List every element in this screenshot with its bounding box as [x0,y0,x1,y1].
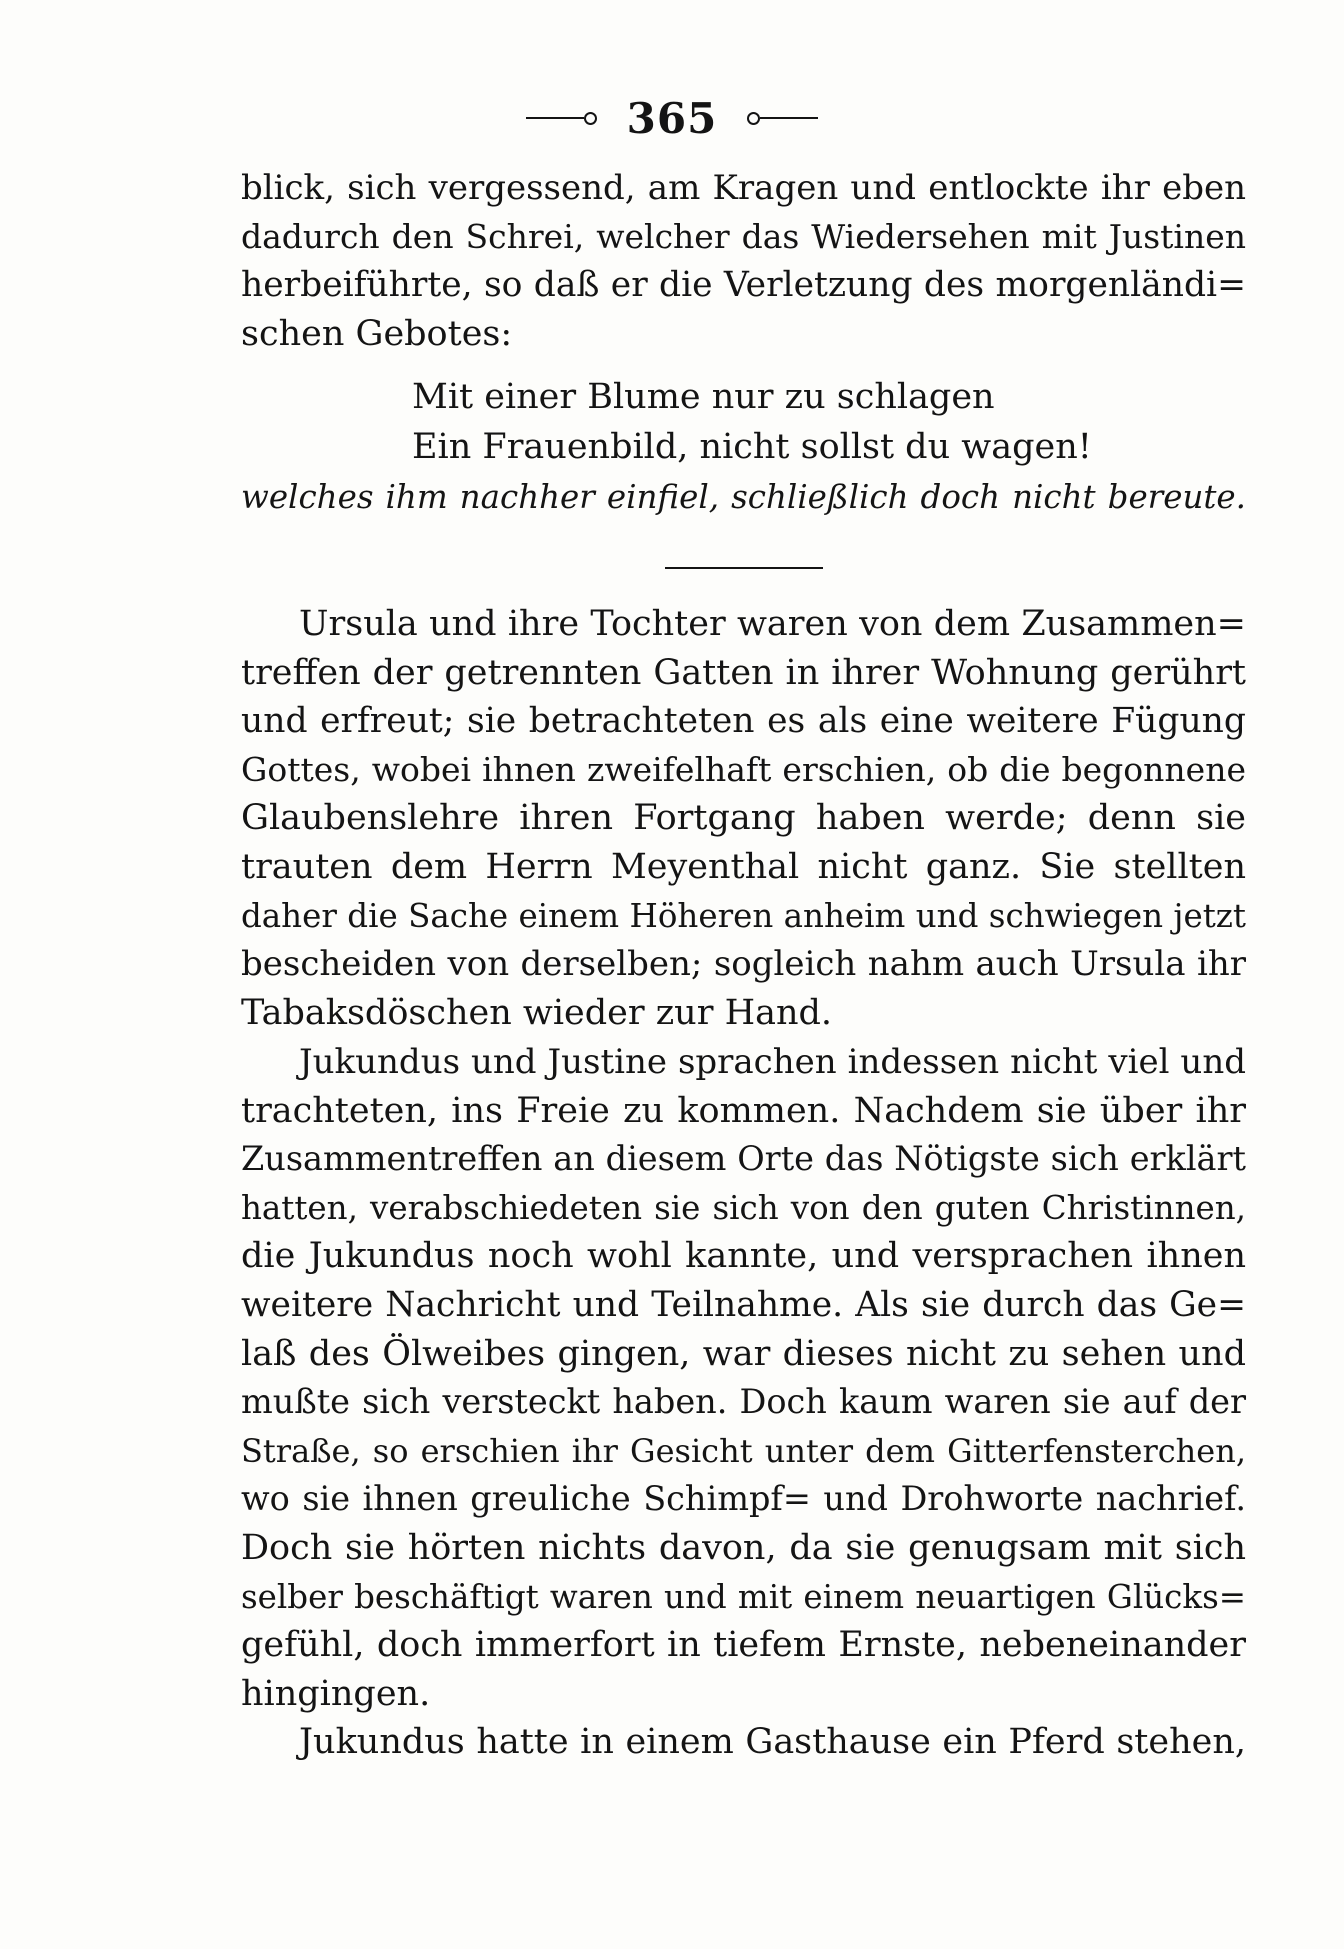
text-line: hatten, verabschiedeten sie sich von den guten Christinnen, [241,1188,1246,1227]
closing-sentence [241,473,1246,522]
text-line: laß des Ölweibes gingen, war dieses nicht zu sehen und [241,1333,1246,1374]
text-line: hingingen. [241,1673,431,1714]
text-line: welches ihm nachher einfiel, schließlich doch nicht bereute. [241,478,1246,516]
text-line: Straße, so erschien ihr Gesicht unter dem Gitterfensterchen, [241,1431,1246,1470]
header-rule-left [526,117,584,119]
text-line: Jukundus hatte in einem Gasthause ein Pferd stehen, [299,1722,1246,1762]
paragraph-3 [241,1718,1246,1767]
text-line: und erfreut; sie betrachteten es als eine weitere Fügung [241,701,1246,742]
header-ornament-right [747,112,760,125]
paragraph-1 [241,600,1246,1037]
page-number: 365 [626,93,718,143]
text-line: Jukundus und Justine sprachen indessen nicht viel und [299,1042,1246,1082]
verse-line: Ein Frauenbild, nicht sollst du wagen! [412,427,1092,467]
text-line: selber beschäftigt waren und mit einem neuartigen Glücks= [241,1577,1246,1616]
text-line: daher die Sache einem Höheren anheim und schwiegen jetzt [241,896,1246,935]
text-line: herbeiführte, so daß er die Verletzung des morgenländi= [241,265,1246,306]
page-header [0,88,1344,148]
text-line: Doch sie hörten nichts davon, da sie genugsam mit sich [241,1527,1246,1568]
verse-line: Mit einer Blume nur zu schlagen [412,377,995,417]
text-line: trauten dem Herrn Meyenthal nicht ganz. Sie stellten [241,846,1246,887]
text-line: weitere Nachricht und Teilnahme. Als sie durch das Ge= [241,1284,1246,1325]
text-line: dadurch den Schrei, welcher das Wiedersehen mit Justinen [241,216,1246,256]
text-line: mußte sich versteckt haben. Doch kaum waren sie auf der [241,1382,1246,1422]
text-line: gefühl, doch immerfort in tiefem Ernste, nebeneinander [241,1625,1246,1666]
text-line: blick, sich vergessend, am Kragen und entlockte ihr eben [241,168,1246,208]
text-line: bescheiden von derselben; sogleich nahm auch Ursula ihr [241,944,1246,985]
text-block-1 [241,164,1246,358]
section-divider [665,567,823,569]
text-line: treffen der getrennten Gatten in ihrer Wohnung gerührt [241,652,1246,693]
text-line: trachteten, ins Freie zu kommen. Nachdem sie über ihr [241,1090,1246,1131]
header-rule-right [760,117,818,119]
paragraph-2 [241,1038,1246,1718]
verse-quote [412,372,1112,472]
text-line: Zusammentreffen an diesem Orte das Nötigste sich erklärt [241,1139,1246,1179]
header-ornament-left [584,112,597,125]
text-line: Glaubenslehre ihren Fortgang haben werde; denn sie [241,798,1246,839]
text-line: Ursula und ihre Tochter waren von dem Zusammen= [299,604,1246,644]
text-line: schen Gebotes: [241,313,513,354]
text-line: die Jukundus noch wohl kannte, und versprachen ihnen [241,1236,1246,1277]
text-line: Gottes, wobei ihnen zweifelhaft erschien, ob die begonnene [241,749,1246,789]
text-line: wo sie ihnen greuliche Schimpf= und Drohworte nachrief. [241,1479,1246,1519]
text-line: Tabaksdöschen wieder zur Hand. [241,992,833,1033]
